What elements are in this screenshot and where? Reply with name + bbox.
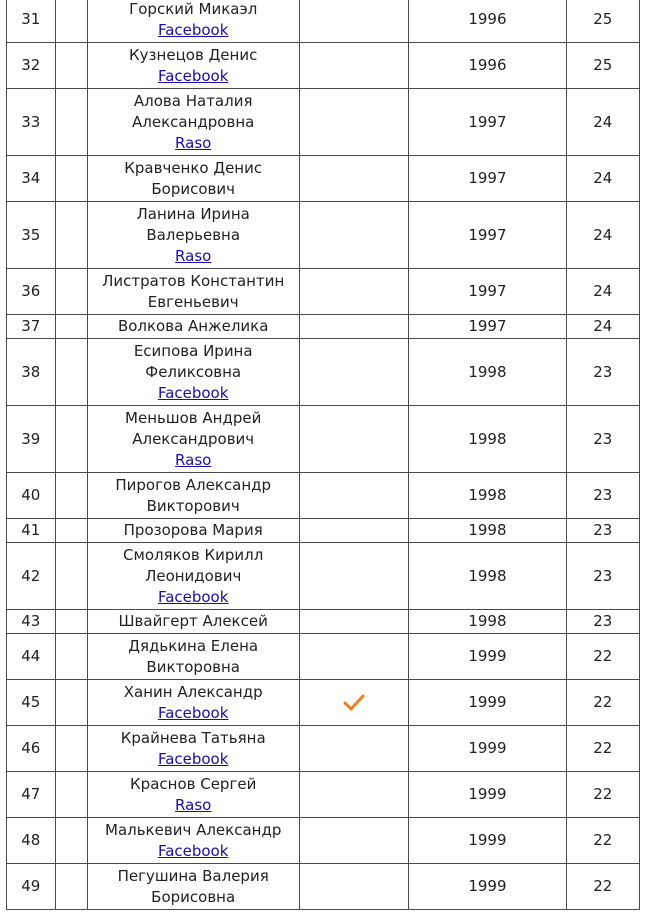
facebook-link[interactable]: Facebook	[157, 20, 229, 39]
person-name: Дядькина Елена Викторовна	[128, 636, 259, 676]
age: 24	[566, 202, 639, 269]
table-row	[7, 339, 640, 406]
check-icon	[342, 693, 366, 713]
birth-year: 1997	[409, 89, 566, 156]
mark-cell	[299, 202, 409, 269]
table-row	[7, 610, 640, 634]
mark-cell	[299, 680, 409, 726]
empty-cell	[55, 772, 87, 818]
birth-year: 1998	[409, 406, 566, 473]
name-cell	[87, 269, 299, 315]
person-name: Волкова Анжелика	[117, 317, 269, 335]
mark-cell	[299, 315, 409, 339]
name-cell	[87, 772, 299, 818]
birth-year: 1999	[409, 772, 566, 818]
mark-cell	[299, 406, 409, 473]
empty-cell	[55, 473, 87, 519]
table-row	[7, 0, 640, 43]
age: 24	[566, 156, 639, 202]
birth-year: 1998	[409, 339, 566, 406]
person-name: Пегушина Валерия Борисовна	[117, 866, 269, 906]
person-name: Пирогов Александр Викторович	[115, 475, 272, 515]
name-cell	[87, 864, 299, 910]
empty-cell	[55, 680, 87, 726]
person-name: Листратов Константин Евгеньевич	[102, 271, 285, 311]
raso-link[interactable]: Raso	[175, 795, 212, 814]
age: 22	[566, 634, 639, 680]
table-row	[7, 156, 640, 202]
mark-cell	[299, 772, 409, 818]
empty-cell	[55, 610, 87, 634]
row-number: 37	[7, 315, 56, 339]
empty-cell	[55, 315, 87, 339]
name-cell	[87, 89, 299, 156]
name-cell	[87, 519, 299, 543]
row-number: 32	[7, 43, 56, 89]
person-name: Горский Микаэл	[129, 0, 258, 18]
birth-year: 1998	[409, 519, 566, 543]
row-number: 42	[7, 543, 56, 610]
facebook-link[interactable]: Facebook	[157, 749, 229, 768]
row-number: 36	[7, 269, 56, 315]
raso-link[interactable]: Raso	[175, 450, 212, 469]
person-name: Ханин Александр	[123, 682, 263, 701]
birth-year: 1997	[409, 202, 566, 269]
table-row	[7, 772, 640, 818]
age: 23	[566, 543, 639, 610]
name-cell	[87, 818, 299, 864]
person-name: Малькевич Александр	[105, 820, 282, 839]
mark-cell	[299, 89, 409, 156]
table-row	[7, 406, 640, 473]
birth-year: 1999	[409, 680, 566, 726]
row-number: 39	[7, 406, 56, 473]
name-cell	[87, 610, 299, 634]
table-row	[7, 202, 640, 269]
name-cell	[87, 202, 299, 269]
person-name: Краснов Сергей	[130, 774, 257, 793]
empty-cell	[55, 406, 87, 473]
participants-table	[6, 0, 640, 910]
mark-cell	[299, 473, 409, 519]
age: 23	[566, 610, 639, 634]
age: 24	[566, 269, 639, 315]
facebook-link[interactable]: Facebook	[157, 383, 229, 402]
mark-cell	[299, 610, 409, 634]
birth-year: 1999	[409, 864, 566, 910]
age: 22	[566, 680, 639, 726]
table-row	[7, 519, 640, 543]
person-name: Кузнецов Денис	[129, 45, 258, 64]
mark-cell	[299, 43, 409, 89]
table-row	[7, 634, 640, 680]
table-row	[7, 543, 640, 610]
mark-cell	[299, 519, 409, 543]
row-number: 44	[7, 634, 56, 680]
age: 24	[566, 315, 639, 339]
mark-cell	[299, 726, 409, 772]
mark-cell	[299, 543, 409, 610]
facebook-link[interactable]: Facebook	[157, 587, 229, 606]
row-number: 47	[7, 772, 56, 818]
empty-cell	[55, 864, 87, 910]
empty-cell	[55, 43, 87, 89]
name-cell	[87, 0, 299, 43]
row-number: 34	[7, 156, 56, 202]
name-cell	[87, 726, 299, 772]
table-body	[7, 0, 640, 910]
row-number: 38	[7, 339, 56, 406]
empty-cell	[55, 89, 87, 156]
table-row	[7, 315, 640, 339]
birth-year: 1999	[409, 726, 566, 772]
row-number: 31	[7, 0, 56, 43]
birth-year: 1997	[409, 156, 566, 202]
table-row	[7, 680, 640, 726]
row-number: 49	[7, 864, 56, 910]
birth-year: 1996	[409, 43, 566, 89]
empty-cell	[55, 726, 87, 772]
empty-cell	[55, 519, 87, 543]
person-name: Ланина Ирина Валерьевна	[136, 204, 250, 244]
mark-cell	[299, 864, 409, 910]
birth-year: 1997	[409, 269, 566, 315]
age: 23	[566, 339, 639, 406]
mark-cell	[299, 0, 409, 43]
mark-cell	[299, 818, 409, 864]
row-number: 43	[7, 610, 56, 634]
row-number: 40	[7, 473, 56, 519]
name-cell	[87, 156, 299, 202]
age: 22	[566, 864, 639, 910]
mark-cell	[299, 269, 409, 315]
empty-cell	[55, 339, 87, 406]
empty-cell	[55, 0, 87, 43]
birth-year: 1998	[409, 543, 566, 610]
person-name: Кравченко Денис Борисович	[124, 158, 263, 198]
mark-cell	[299, 156, 409, 202]
mark-cell	[299, 339, 409, 406]
table-row	[7, 43, 640, 89]
name-cell	[87, 543, 299, 610]
table-row	[7, 473, 640, 519]
row-number: 35	[7, 202, 56, 269]
age: 25	[566, 0, 639, 43]
birth-year: 1998	[409, 473, 566, 519]
name-cell	[87, 680, 299, 726]
name-cell	[87, 406, 299, 473]
raso-link[interactable]: Raso	[175, 133, 212, 152]
person-name: Меньшов Андрей Александрович	[125, 408, 262, 448]
age: 22	[566, 772, 639, 818]
birth-year: 1997	[409, 315, 566, 339]
row-number: 48	[7, 818, 56, 864]
age: 24	[566, 89, 639, 156]
row-number: 46	[7, 726, 56, 772]
age: 22	[566, 726, 639, 772]
age: 23	[566, 519, 639, 543]
table-row	[7, 269, 640, 315]
name-cell	[87, 339, 299, 406]
empty-cell	[55, 818, 87, 864]
raso-link[interactable]: Raso	[175, 246, 212, 265]
person-name: Прозорова Мария	[123, 521, 263, 539]
birth-year: 1999	[409, 634, 566, 680]
age: 25	[566, 43, 639, 89]
row-number: 33	[7, 89, 56, 156]
empty-cell	[55, 269, 87, 315]
age: 23	[566, 406, 639, 473]
birth-year: 1996	[409, 0, 566, 43]
age: 23	[566, 473, 639, 519]
name-cell	[87, 473, 299, 519]
name-cell	[87, 43, 299, 89]
empty-cell	[55, 543, 87, 610]
table-row	[7, 818, 640, 864]
age: 22	[566, 818, 639, 864]
person-name: Швайгерт Алексей	[118, 612, 268, 630]
empty-cell	[55, 156, 87, 202]
person-name: Смоляков Кирилл Леонидович	[123, 545, 264, 585]
row-number: 41	[7, 519, 56, 543]
facebook-link[interactable]: Facebook	[157, 841, 229, 860]
person-name: Есипова Ирина Феликсовна	[133, 341, 253, 381]
table-row	[7, 89, 640, 156]
name-cell	[87, 634, 299, 680]
table-row	[7, 864, 640, 910]
mark-cell	[299, 634, 409, 680]
person-name: Алова Наталия Александровна	[132, 91, 255, 131]
facebook-link[interactable]: Facebook	[157, 703, 229, 722]
name-cell	[87, 315, 299, 339]
person-name: Крайнева Татьяна	[120, 728, 266, 747]
row-number: 45	[7, 680, 56, 726]
empty-cell	[55, 634, 87, 680]
birth-year: 1998	[409, 610, 566, 634]
birth-year: 1999	[409, 818, 566, 864]
facebook-link[interactable]: Facebook	[157, 66, 229, 85]
table-row	[7, 726, 640, 772]
empty-cell	[55, 202, 87, 269]
